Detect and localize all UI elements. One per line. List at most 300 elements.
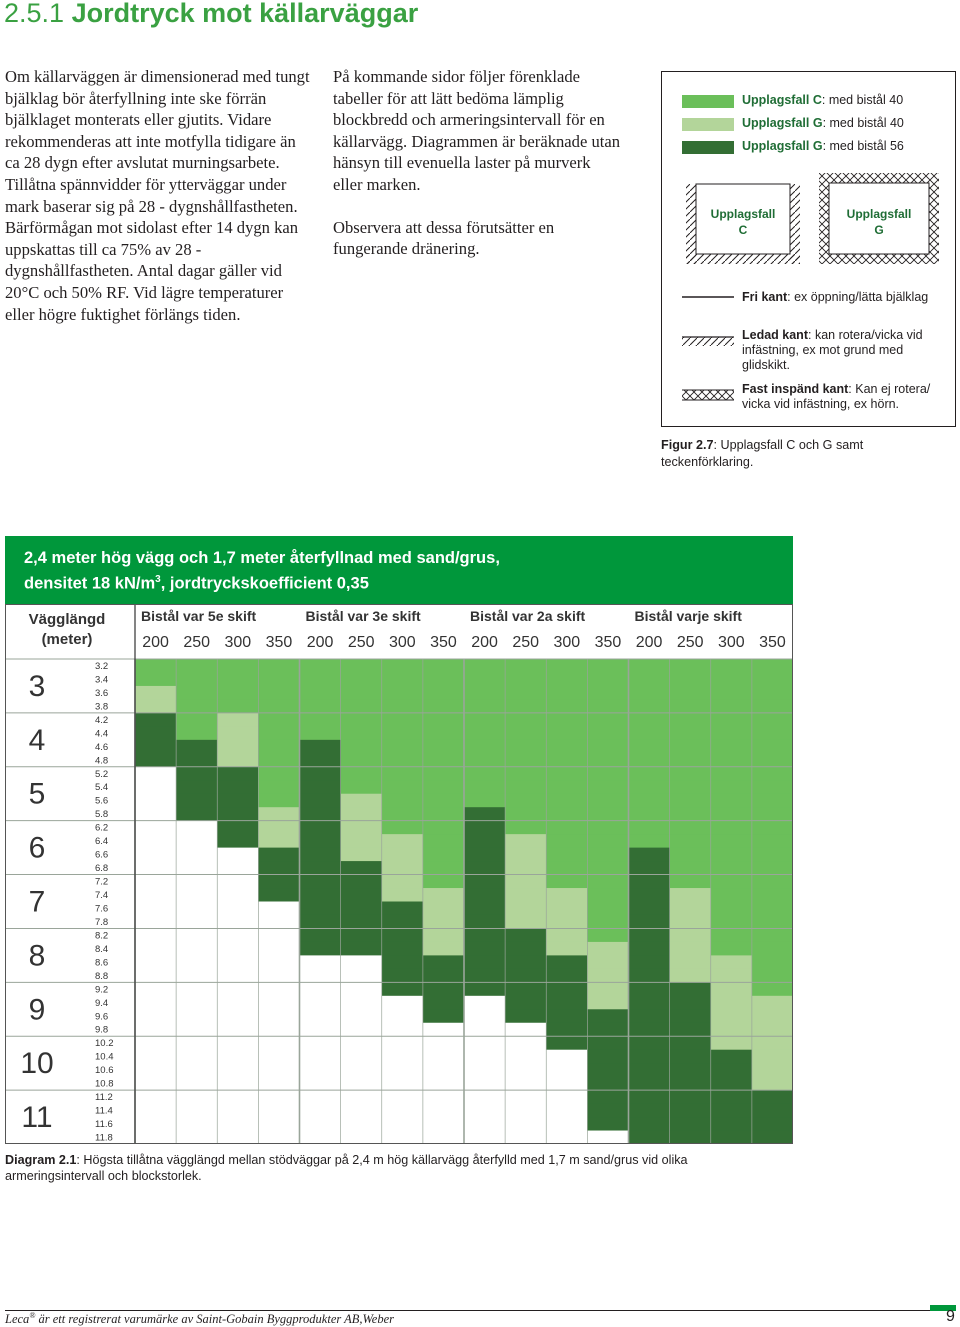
table-cell: [505, 740, 547, 754]
table-cell: [135, 1036, 177, 1050]
table-cell: [546, 861, 588, 875]
block-width-label: 300: [553, 634, 581, 651]
table-cell: [258, 713, 300, 727]
table-cell: [546, 1036, 588, 1050]
table-cell: [587, 1077, 629, 1091]
table-cell: [670, 753, 712, 767]
table-cell: [341, 672, 383, 686]
table-cell: [135, 713, 177, 727]
row-length-label: 5.2: [95, 768, 109, 780]
table-cell: [670, 1077, 712, 1091]
table-cell: [341, 1050, 383, 1064]
table-cell: [546, 1063, 588, 1077]
table-cell: [341, 1063, 383, 1077]
table-cell: [217, 848, 259, 862]
table-cell: [464, 821, 506, 835]
table-cell: [711, 699, 753, 713]
row-length-label: 3.8: [95, 701, 109, 713]
table-cell: [217, 1009, 259, 1023]
drainage-paragraph: Observera att dessa förutsätter en fungerande dränering.: [333, 217, 555, 259]
row-length-label: 3.6: [95, 687, 109, 699]
table-cell: [505, 699, 547, 713]
table-cell: [587, 1023, 629, 1037]
table-cell: [258, 1131, 300, 1144]
table-cell: [711, 713, 753, 727]
table-cell: [587, 659, 629, 673]
table-cell: [752, 780, 793, 794]
table-cell: [382, 875, 424, 889]
table-cell: [587, 699, 629, 713]
table-cell: [464, 888, 506, 902]
table-cell: [423, 915, 465, 929]
table-cell: [711, 1023, 753, 1037]
length-table-chart: [5, 604, 793, 1144]
table-cell: [423, 1104, 465, 1118]
table-cell: [217, 1131, 259, 1144]
table-cell: [546, 1104, 588, 1118]
table-cell: [341, 982, 383, 996]
table-cell: [217, 875, 259, 889]
table-cell: [423, 834, 465, 848]
table-cell: [423, 1009, 465, 1023]
table-cell: [300, 1050, 342, 1064]
table-cell: [217, 1063, 259, 1077]
table-cell: [546, 753, 588, 767]
table-cell: [176, 848, 218, 862]
table-cell: [464, 875, 506, 889]
table-cell: [587, 848, 629, 862]
body-column-1: [5, 66, 310, 346]
row-length-label: 5.4: [95, 782, 109, 794]
table-cell: [135, 767, 177, 781]
block-width-label: 200: [471, 634, 498, 651]
table-cell: [587, 1090, 629, 1104]
table-cell: [382, 1077, 424, 1091]
table-cell: [464, 686, 506, 700]
table-cell: [464, 1036, 506, 1050]
table-cell: [341, 821, 383, 835]
row-length-label: 10.2: [95, 1038, 114, 1050]
table-cell: [752, 969, 793, 983]
table-cell: [629, 672, 671, 686]
table-cell: [217, 888, 259, 902]
table-cell: [382, 915, 424, 929]
table-cell: [135, 659, 177, 673]
table-cell: [176, 780, 218, 794]
table-cell: [341, 794, 383, 808]
table-cell: [217, 1023, 259, 1037]
table-cell: [464, 1090, 506, 1104]
fixed-edge-symbol: [682, 390, 734, 400]
table-cell: [300, 982, 342, 996]
table-cell: [341, 1009, 383, 1023]
table-cell: [711, 821, 753, 835]
table-cell: [176, 942, 218, 956]
table-cell: [176, 955, 218, 969]
footer-trademark: Leca® är ett registrerat varumärke av Saint-Gobain Byggprodukter AB,Weber: [5, 1311, 395, 1327]
block-width-label: 200: [306, 634, 334, 651]
figure-legend-box: [661, 71, 956, 427]
table-cell: [135, 1090, 177, 1104]
row-length-label: 6.6: [95, 849, 109, 861]
table-cell: [587, 780, 629, 794]
table-cell: [711, 996, 753, 1010]
table-cell: [464, 955, 506, 969]
table-cell: [546, 767, 588, 781]
table-cell: [258, 915, 300, 929]
table-cell: [176, 1117, 218, 1131]
tables-paragraph: På kommande sidor följer förenklade tabeller för att lätt bedöma lämplig blockbredd och armeringsintervall för en källarvägg. Diagrammen är beräknade utan hänsyn till evenuella laster på murverk eller marken.: [333, 67, 621, 194]
table-cell: [505, 686, 547, 700]
table-cell: [505, 807, 547, 821]
table-cell: [258, 726, 300, 740]
table-cell: [217, 969, 259, 983]
table-cell: [382, 834, 424, 848]
table-cell: [464, 1131, 506, 1144]
block-width-label: 300: [388, 634, 416, 651]
table-cell: [546, 928, 588, 942]
table-cell: [587, 834, 629, 848]
row-length-label: 8.8: [95, 970, 109, 982]
block-width-label: 250: [512, 634, 540, 651]
table-cell: [176, 915, 218, 929]
table-cell: [341, 767, 383, 781]
table-cell: [629, 767, 671, 781]
table-cell: [382, 713, 424, 727]
table-cell: [258, 1063, 300, 1077]
table-cell: [711, 807, 753, 821]
table-cell: [505, 1090, 547, 1104]
section-title: Jordtryck mot källarväggar: [71, 0, 419, 28]
table-cell: [752, 955, 793, 969]
table-cell: [505, 969, 547, 983]
table-cell: [258, 767, 300, 781]
table-cell: [382, 821, 424, 835]
legend-label-g56: Upplagsfall G: med bistål 56: [742, 139, 904, 153]
major-length-label: 11: [21, 1101, 53, 1135]
table-cell: [135, 794, 177, 808]
table-cell: [505, 1036, 547, 1050]
diagram-title: 2,4 meter hög vägg och 1,7 meter återfyllnad med sand/grus, densitet 18 $kN/m^3$, jordtryckskoefficient 0,35: [5, 536, 793, 604]
table-cell: [300, 888, 342, 902]
table-cell: [135, 996, 177, 1010]
table-cell: [464, 1023, 506, 1037]
table-cell: [752, 767, 793, 781]
table-cell: [341, 1104, 383, 1118]
table-cell: [711, 780, 753, 794]
block-width-label: 350: [265, 634, 293, 651]
table-cell: [300, 996, 342, 1010]
table-cell: [382, 699, 424, 713]
table-cell: [629, 726, 671, 740]
table-cell: [505, 888, 547, 902]
table-cell: [670, 1050, 712, 1064]
table-cell: [300, 686, 342, 700]
table-cell: [711, 672, 753, 686]
table-cell: [423, 740, 465, 754]
table-cell: [423, 996, 465, 1010]
table-cell: [423, 875, 465, 889]
table-cell: [587, 713, 629, 727]
table-cell: [464, 740, 506, 754]
table-cell: [341, 888, 383, 902]
table-cell: [135, 780, 177, 794]
table-cell: [752, 672, 793, 686]
table-cell: [217, 780, 259, 794]
table-cell: [423, 928, 465, 942]
table-cell: [587, 942, 629, 956]
table-cell: [135, 928, 177, 942]
table-cell: [752, 726, 793, 740]
table-cell: [587, 1117, 629, 1131]
major-length-label: 4: [28, 723, 46, 757]
table-cell: [464, 780, 506, 794]
table-cell: [670, 686, 712, 700]
table-cell: [341, 834, 383, 848]
table-cell: [217, 821, 259, 835]
table-cell: [670, 875, 712, 889]
table-cell: [546, 686, 588, 700]
row-length-label: 5.8: [95, 809, 109, 821]
row-length-label: 10.8: [95, 1078, 114, 1090]
table-cell: [711, 861, 753, 875]
table-cell: [752, 848, 793, 862]
table-cell: [752, 1090, 793, 1104]
table-cell: [176, 1131, 218, 1144]
table-cell: [629, 848, 671, 862]
table-cell: [629, 902, 671, 916]
table-cell: [423, 713, 465, 727]
table-cell: [258, 794, 300, 808]
table-cell: [546, 821, 588, 835]
table-cell: [464, 767, 506, 781]
table-cell: [505, 1023, 547, 1037]
table-cell: [546, 713, 588, 727]
table-cell: [752, 794, 793, 808]
table-cell: [670, 861, 712, 875]
table-cell: [546, 740, 588, 754]
table-cell: [464, 942, 506, 956]
table-cell: [176, 686, 218, 700]
table-cell: [176, 659, 218, 673]
row-length-label: 8.6: [95, 957, 109, 969]
table-cell: [546, 902, 588, 916]
table-cell: [546, 848, 588, 862]
table-cell: [752, 915, 793, 929]
table-cell: [546, 942, 588, 956]
table-cell: [382, 888, 424, 902]
table-cell: [629, 659, 671, 673]
table-cell: [464, 928, 506, 942]
table-cell: [341, 807, 383, 821]
row-length-label: 11.8: [95, 1132, 113, 1144]
table-cell: [629, 780, 671, 794]
diagram: [5, 536, 793, 1144]
table-cell: [423, 1063, 465, 1077]
table-cell: [711, 982, 753, 996]
table-cell: [546, 794, 588, 808]
table-cell: [711, 659, 753, 673]
table-cell: [587, 1009, 629, 1023]
table-cell: [135, 848, 177, 862]
table-cell: [217, 1104, 259, 1118]
table-cell: [505, 726, 547, 740]
table-cell: [711, 1131, 753, 1144]
table-cell: [629, 1036, 671, 1050]
table-cell: [505, 753, 547, 767]
table-cell: [176, 1063, 218, 1077]
table-cell: [176, 1050, 218, 1064]
row-length-label: 3.2: [95, 660, 109, 672]
table-cell: [258, 1104, 300, 1118]
table-cell: [135, 834, 177, 848]
table-cell: [629, 955, 671, 969]
table-cell: [258, 848, 300, 862]
table-cell: [546, 1023, 588, 1037]
table-cell: [505, 780, 547, 794]
table-cell: [546, 1050, 588, 1064]
table-cell: [629, 969, 671, 983]
table-cell: [423, 753, 465, 767]
table-cell: [382, 1131, 424, 1144]
table-cell: [670, 888, 712, 902]
table-cell: [546, 1117, 588, 1131]
row-length-label: 9.4: [95, 997, 109, 1009]
table-cell: [135, 902, 177, 916]
table-cell: [176, 902, 218, 916]
table-cell: [423, 659, 465, 673]
major-length-label: 3: [28, 669, 46, 703]
table-cell: [217, 1090, 259, 1104]
table-cell: [711, 753, 753, 767]
table-cell: [752, 740, 793, 754]
table-cell: [587, 726, 629, 740]
table-cell: [546, 726, 588, 740]
table-cell: [300, 780, 342, 794]
table-cell: [176, 807, 218, 821]
table-cell: [341, 969, 383, 983]
block-width-label: 200: [142, 634, 169, 651]
table-cell: [176, 996, 218, 1010]
table-cell: [217, 982, 259, 996]
table-cell: [341, 1117, 383, 1131]
table-cell: [217, 915, 259, 929]
table-cell: [382, 794, 424, 808]
table-cell: [587, 969, 629, 983]
row-length-label: 7.6: [95, 903, 109, 915]
table-cell: [341, 955, 383, 969]
table-cell: [546, 672, 588, 686]
table-cell: [176, 672, 218, 686]
section-heading: [4, 0, 418, 29]
table-cell: [341, 1023, 383, 1037]
table-cell: [341, 902, 383, 916]
table-cell: [505, 915, 547, 929]
table-cell: [423, 1117, 465, 1131]
table-cell: [711, 1077, 753, 1091]
table-cell: [300, 848, 342, 862]
table-cell: [464, 1050, 506, 1064]
table-cell: [258, 1023, 300, 1037]
row-length-label: 6.8: [95, 863, 109, 875]
table-cell: [752, 1063, 793, 1077]
table-cell: [258, 659, 300, 673]
table-cell: [176, 982, 218, 996]
table-cell: [176, 821, 218, 835]
table-cell: [135, 686, 177, 700]
table-cell: [382, 1117, 424, 1131]
table-cell: [135, 753, 177, 767]
table-cell: [135, 982, 177, 996]
table-cell: [423, 1131, 465, 1144]
table-cell: [135, 726, 177, 740]
table-cell: [711, 686, 753, 700]
table-cell: [752, 686, 793, 700]
row-length-label: 11.2: [95, 1092, 113, 1104]
table-cell: [670, 672, 712, 686]
table-cell: [258, 780, 300, 794]
table-cell: [505, 659, 547, 673]
row-header-line-1: Vägglängd: [28, 611, 106, 628]
table-cell: [258, 1009, 300, 1023]
table-cell: [217, 928, 259, 942]
table-cell: [546, 1077, 588, 1091]
table-cell: [176, 794, 218, 808]
table-cell: [670, 1023, 712, 1037]
row-length-label: 7.8: [95, 916, 109, 928]
major-length-label: 6: [28, 831, 46, 865]
table-cell: [711, 767, 753, 781]
table-cell: [629, 1077, 671, 1091]
table-cell: [382, 861, 424, 875]
table-cell: [752, 996, 793, 1010]
table-cell: [587, 982, 629, 996]
table-cell: [670, 740, 712, 754]
table-cell: [382, 686, 424, 700]
free-edge-label: Fri kant: ex öppning/lätta bjälklag: [742, 290, 929, 304]
table-cell: [587, 902, 629, 916]
table-cell: [546, 807, 588, 821]
table-cell: [546, 888, 588, 902]
table-cell: [711, 1009, 753, 1023]
table-cell: [629, 794, 671, 808]
table-cell: [546, 834, 588, 848]
table-cell: [135, 915, 177, 929]
table-cell: [300, 875, 342, 889]
table-cell: [341, 740, 383, 754]
table-cell: [629, 982, 671, 996]
table-cell: [711, 794, 753, 808]
diagram-caption: Diagram 2.1: Högsta tillåtna vägglängd mellan stödväggar på 2,4 m hög källarvägg återfylld med 1,7 m sand/grus vid olika armeringsintervall och blockstorlek.: [5, 1153, 688, 1183]
table-cell: [464, 915, 506, 929]
table-cell: [629, 928, 671, 942]
table-cell: [752, 834, 793, 848]
table-cell: [382, 659, 424, 673]
legend-label-c40: Upplagsfall C: med bistål 40: [742, 93, 904, 107]
table-cell: [423, 969, 465, 983]
table-cell: [670, 996, 712, 1010]
table-cell: [382, 780, 424, 794]
table-cell: [505, 861, 547, 875]
table-cell: [423, 861, 465, 875]
table-cell: [258, 1090, 300, 1104]
table-cell: [217, 794, 259, 808]
table-cell: [258, 928, 300, 942]
table-cell: [300, 834, 342, 848]
row-length-label: 4.2: [95, 714, 109, 726]
table-cell: [505, 955, 547, 969]
table-cell: [135, 1077, 177, 1091]
